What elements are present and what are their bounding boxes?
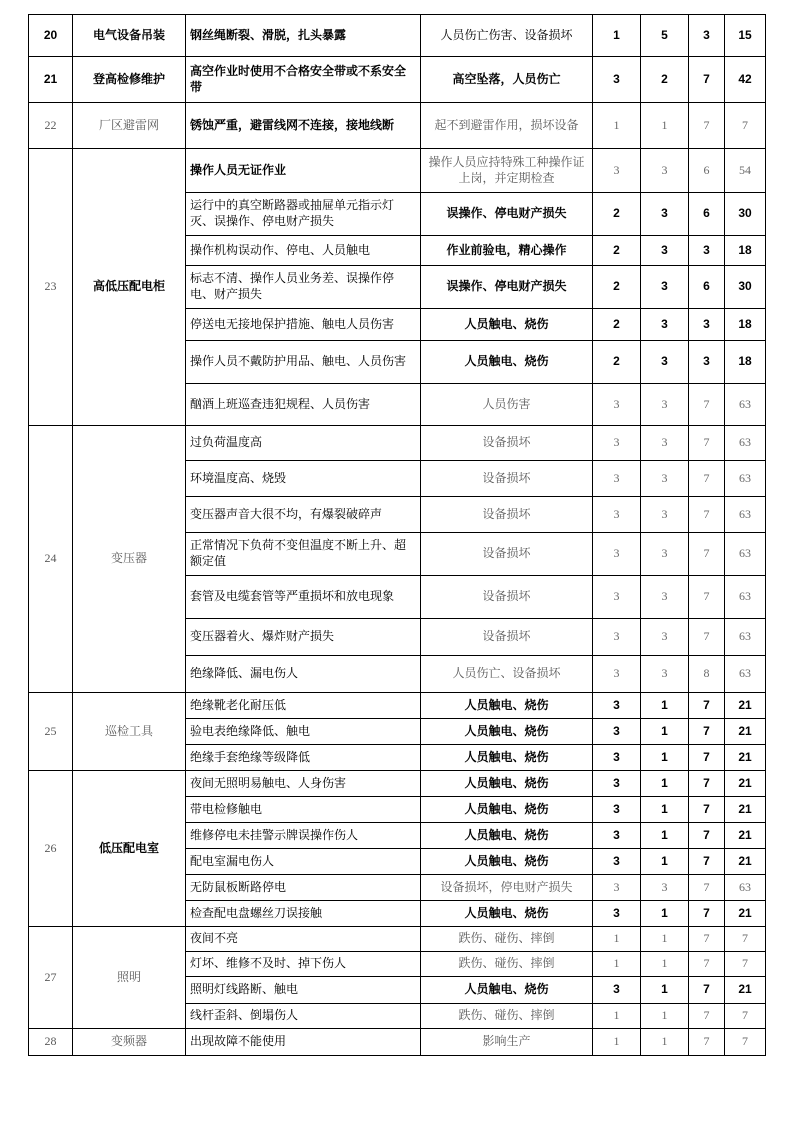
consequence-cell: 人员触电、烧伤 bbox=[421, 745, 593, 771]
row-number-cell: 22 bbox=[29, 103, 73, 149]
score-d-cell: 63 bbox=[725, 533, 766, 576]
score-d-cell: 18 bbox=[725, 341, 766, 384]
consequence-cell: 人员伤亡伤害、设备损坏 bbox=[421, 15, 593, 57]
score-c-cell: 6 bbox=[689, 149, 725, 193]
score-c-cell: 7 bbox=[689, 1004, 725, 1029]
row-number-cell: 20 bbox=[29, 15, 73, 57]
row-number-cell: 27 bbox=[29, 927, 73, 1029]
hazard-cell: 带电检修触电 bbox=[186, 797, 421, 823]
consequence-cell: 设备损坏，停电财产损失 bbox=[421, 875, 593, 901]
score-e-cell: 3 bbox=[641, 149, 689, 193]
score-c-cell: 3 bbox=[689, 309, 725, 341]
score-l-cell: 2 bbox=[593, 341, 641, 384]
score-e-cell: 3 bbox=[641, 656, 689, 693]
consequence-cell: 人员触电、烧伤 bbox=[421, 797, 593, 823]
score-e-cell: 3 bbox=[641, 266, 689, 309]
score-d-cell: 21 bbox=[725, 745, 766, 771]
equipment-name-cell: 变压器 bbox=[73, 426, 186, 693]
hazard-cell: 绝缘靴老化耐压低 bbox=[186, 693, 421, 719]
score-e-cell: 3 bbox=[641, 497, 689, 533]
hazard-cell: 绝缘降低、漏电伤人 bbox=[186, 656, 421, 693]
consequence-cell: 操作人员应持特殊工种操作证上岗，并定期检查 bbox=[421, 149, 593, 193]
hazard-cell: 配电室漏电伤人 bbox=[186, 849, 421, 875]
score-e-cell: 1 bbox=[641, 1004, 689, 1029]
score-c-cell: 6 bbox=[689, 193, 725, 236]
consequence-cell: 人员触电、烧伤 bbox=[421, 901, 593, 927]
score-e-cell: 3 bbox=[641, 384, 689, 426]
consequence-cell: 起不到避雷作用，损坏设备 bbox=[421, 103, 593, 149]
table-row bbox=[29, 149, 766, 193]
score-c-cell: 7 bbox=[689, 384, 725, 426]
score-e-cell: 3 bbox=[641, 341, 689, 384]
score-c-cell: 7 bbox=[689, 57, 725, 103]
score-d-cell: 54 bbox=[725, 149, 766, 193]
hazard-cell: 出现故障不能使用 bbox=[186, 1029, 421, 1056]
score-d-cell: 21 bbox=[725, 977, 766, 1004]
score-c-cell: 7 bbox=[689, 533, 725, 576]
table-row bbox=[29, 57, 766, 103]
score-e-cell: 1 bbox=[641, 823, 689, 849]
score-c-cell: 7 bbox=[689, 426, 725, 461]
score-l-cell: 1 bbox=[593, 1029, 641, 1056]
equipment-name-cell: 变频器 bbox=[73, 1029, 186, 1056]
score-e-cell: 1 bbox=[641, 1029, 689, 1056]
score-d-cell: 21 bbox=[725, 719, 766, 745]
consequence-cell: 设备损坏 bbox=[421, 619, 593, 656]
hazard-cell: 运行中的真空断路器或抽屉单元指示灯灭、误操作、停电财产损失 bbox=[186, 193, 421, 236]
score-l-cell: 3 bbox=[593, 619, 641, 656]
consequence-cell: 人员触电、烧伤 bbox=[421, 309, 593, 341]
score-c-cell: 7 bbox=[689, 1029, 725, 1056]
score-c-cell: 7 bbox=[689, 823, 725, 849]
score-d-cell: 63 bbox=[725, 576, 766, 619]
score-e-cell: 3 bbox=[641, 461, 689, 497]
score-d-cell: 21 bbox=[725, 901, 766, 927]
score-c-cell: 7 bbox=[689, 745, 725, 771]
score-c-cell: 7 bbox=[689, 497, 725, 533]
consequence-cell: 设备损坏 bbox=[421, 533, 593, 576]
score-c-cell: 7 bbox=[689, 719, 725, 745]
score-l-cell: 3 bbox=[593, 901, 641, 927]
score-c-cell: 7 bbox=[689, 693, 725, 719]
score-d-cell: 7 bbox=[725, 952, 766, 977]
score-l-cell: 3 bbox=[593, 384, 641, 426]
consequence-cell: 设备损坏 bbox=[421, 426, 593, 461]
score-l-cell: 3 bbox=[593, 719, 641, 745]
risk-assessment-table bbox=[28, 14, 766, 1056]
score-l-cell: 1 bbox=[593, 927, 641, 952]
consequence-cell: 人员触电、烧伤 bbox=[421, 823, 593, 849]
score-d-cell: 21 bbox=[725, 771, 766, 797]
hazard-cell: 无防鼠板断路停电 bbox=[186, 875, 421, 901]
score-e-cell: 1 bbox=[641, 797, 689, 823]
consequence-cell: 人员伤害 bbox=[421, 384, 593, 426]
table-row bbox=[29, 771, 766, 797]
score-c-cell: 7 bbox=[689, 797, 725, 823]
hazard-cell: 停送电无接地保护措施、触电人员伤害 bbox=[186, 309, 421, 341]
score-l-cell: 2 bbox=[593, 266, 641, 309]
score-d-cell: 7 bbox=[725, 927, 766, 952]
hazard-cell: 操作机构误动作、停电、人员触电 bbox=[186, 236, 421, 266]
equipment-name-cell: 厂区避雷网 bbox=[73, 103, 186, 149]
score-l-cell: 3 bbox=[593, 875, 641, 901]
row-number-cell: 21 bbox=[29, 57, 73, 103]
equipment-name-cell: 巡检工具 bbox=[73, 693, 186, 771]
score-l-cell: 1 bbox=[593, 103, 641, 149]
score-e-cell: 3 bbox=[641, 619, 689, 656]
score-e-cell: 1 bbox=[641, 952, 689, 977]
score-c-cell: 6 bbox=[689, 266, 725, 309]
consequence-cell: 设备损坏 bbox=[421, 497, 593, 533]
hazard-cell: 酗酒上班巡查违犯规程、人员伤害 bbox=[186, 384, 421, 426]
consequence-cell: 影响生产 bbox=[421, 1029, 593, 1056]
hazard-cell: 检查配电盘螺丝刀误接触 bbox=[186, 901, 421, 927]
table-row bbox=[29, 103, 766, 149]
score-l-cell: 3 bbox=[593, 745, 641, 771]
score-e-cell: 2 bbox=[641, 57, 689, 103]
score-c-cell: 7 bbox=[689, 461, 725, 497]
score-d-cell: 21 bbox=[725, 693, 766, 719]
score-l-cell: 3 bbox=[593, 849, 641, 875]
row-number-cell: 25 bbox=[29, 693, 73, 771]
hazard-cell: 套管及电缆套管等严重损坏和放电现象 bbox=[186, 576, 421, 619]
row-number-cell: 28 bbox=[29, 1029, 73, 1056]
score-d-cell: 63 bbox=[725, 656, 766, 693]
score-c-cell: 3 bbox=[689, 236, 725, 266]
consequence-cell: 作业前验电，精心操作 bbox=[421, 236, 593, 266]
hazard-cell: 夜间无照明易触电、人身伤害 bbox=[186, 771, 421, 797]
consequence-cell: 人员触电、烧伤 bbox=[421, 341, 593, 384]
score-e-cell: 3 bbox=[641, 533, 689, 576]
table-row bbox=[29, 426, 766, 461]
score-e-cell: 3 bbox=[641, 426, 689, 461]
score-c-cell: 7 bbox=[689, 619, 725, 656]
hazard-cell: 锈蚀严重，避雷线网不连接，接地线断 bbox=[186, 103, 421, 149]
score-e-cell: 3 bbox=[641, 875, 689, 901]
score-e-cell: 1 bbox=[641, 771, 689, 797]
consequence-cell: 人员触电、烧伤 bbox=[421, 693, 593, 719]
score-e-cell: 3 bbox=[641, 236, 689, 266]
score-c-cell: 3 bbox=[689, 341, 725, 384]
score-e-cell: 1 bbox=[641, 103, 689, 149]
score-l-cell: 3 bbox=[593, 533, 641, 576]
equipment-name-cell: 电气设备吊装 bbox=[73, 15, 186, 57]
score-c-cell: 7 bbox=[689, 771, 725, 797]
score-c-cell: 7 bbox=[689, 952, 725, 977]
score-d-cell: 18 bbox=[725, 236, 766, 266]
score-l-cell: 3 bbox=[593, 693, 641, 719]
score-l-cell: 1 bbox=[593, 1004, 641, 1029]
consequence-cell: 人员触电、烧伤 bbox=[421, 849, 593, 875]
score-d-cell: 42 bbox=[725, 57, 766, 103]
consequence-cell: 误操作、停电财产损失 bbox=[421, 193, 593, 236]
hazard-cell: 标志不清、操作人员业务差、误操作停电、财产损失 bbox=[186, 266, 421, 309]
equipment-name-cell: 低压配电室 bbox=[73, 771, 186, 927]
score-l-cell: 3 bbox=[593, 426, 641, 461]
score-e-cell: 1 bbox=[641, 977, 689, 1004]
hazard-cell: 夜间不亮 bbox=[186, 927, 421, 952]
score-e-cell: 3 bbox=[641, 193, 689, 236]
consequence-cell: 高空坠落，人员伤亡 bbox=[421, 57, 593, 103]
consequence-cell: 人员触电、烧伤 bbox=[421, 771, 593, 797]
hazard-cell: 变压器着火、爆炸财产损失 bbox=[186, 619, 421, 656]
score-d-cell: 18 bbox=[725, 309, 766, 341]
score-c-cell: 7 bbox=[689, 849, 725, 875]
score-l-cell: 3 bbox=[593, 576, 641, 619]
hazard-cell: 环境温度高、烧毁 bbox=[186, 461, 421, 497]
score-c-cell: 8 bbox=[689, 656, 725, 693]
row-number-cell: 23 bbox=[29, 149, 73, 426]
score-c-cell: 3 bbox=[689, 15, 725, 57]
table-row bbox=[29, 1029, 766, 1056]
row-number-cell: 24 bbox=[29, 426, 73, 693]
score-d-cell: 7 bbox=[725, 103, 766, 149]
score-e-cell: 1 bbox=[641, 927, 689, 952]
score-d-cell: 7 bbox=[725, 1029, 766, 1056]
table-row bbox=[29, 693, 766, 719]
consequence-cell: 人员触电、烧伤 bbox=[421, 977, 593, 1004]
consequence-cell: 跌伤、碰伤、摔倒 bbox=[421, 927, 593, 952]
hazard-cell: 变压器声音大很不均，有爆裂破碎声 bbox=[186, 497, 421, 533]
score-c-cell: 7 bbox=[689, 977, 725, 1004]
hazard-cell: 过负荷温度高 bbox=[186, 426, 421, 461]
score-d-cell: 63 bbox=[725, 875, 766, 901]
score-e-cell: 1 bbox=[641, 901, 689, 927]
score-l-cell: 3 bbox=[593, 977, 641, 1004]
score-l-cell: 3 bbox=[593, 656, 641, 693]
equipment-name-cell: 照明 bbox=[73, 927, 186, 1029]
score-l-cell: 3 bbox=[593, 797, 641, 823]
score-l-cell: 2 bbox=[593, 309, 641, 341]
score-l-cell: 3 bbox=[593, 461, 641, 497]
score-d-cell: 15 bbox=[725, 15, 766, 57]
hazard-cell: 正常情况下负荷不变但温度不断上升、超额定值 bbox=[186, 533, 421, 576]
score-d-cell: 63 bbox=[725, 619, 766, 656]
hazard-cell: 照明灯线路断、触电 bbox=[186, 977, 421, 1004]
hazard-cell: 高空作业时使用不合格安全带或不系安全带 bbox=[186, 57, 421, 103]
score-l-cell: 3 bbox=[593, 57, 641, 103]
table-row bbox=[29, 15, 766, 57]
score-d-cell: 63 bbox=[725, 384, 766, 426]
score-d-cell: 21 bbox=[725, 823, 766, 849]
score-c-cell: 7 bbox=[689, 576, 725, 619]
score-e-cell: 1 bbox=[641, 849, 689, 875]
hazard-cell: 维修停电未挂警示牌误操作伤人 bbox=[186, 823, 421, 849]
score-e-cell: 1 bbox=[641, 693, 689, 719]
score-d-cell: 21 bbox=[725, 849, 766, 875]
hazard-cell: 验电表绝缘降低、触电 bbox=[186, 719, 421, 745]
hazard-cell: 操作人员无证作业 bbox=[186, 149, 421, 193]
hazard-cell: 钢丝绳断裂、滑脱，扎头暴露 bbox=[186, 15, 421, 57]
score-d-cell: 63 bbox=[725, 426, 766, 461]
consequence-cell: 人员触电、烧伤 bbox=[421, 719, 593, 745]
consequence-cell: 设备损坏 bbox=[421, 576, 593, 619]
score-c-cell: 7 bbox=[689, 901, 725, 927]
table-row bbox=[29, 927, 766, 952]
score-l-cell: 1 bbox=[593, 15, 641, 57]
score-l-cell: 2 bbox=[593, 236, 641, 266]
equipment-name-cell: 高低压配电柜 bbox=[73, 149, 186, 426]
score-c-cell: 7 bbox=[689, 103, 725, 149]
row-number-cell: 26 bbox=[29, 771, 73, 927]
score-e-cell: 1 bbox=[641, 745, 689, 771]
hazard-cell: 线杆歪斜、倒塌伤人 bbox=[186, 1004, 421, 1029]
score-d-cell: 21 bbox=[725, 797, 766, 823]
table-body bbox=[29, 15, 766, 1056]
equipment-name-cell: 登高检修维护 bbox=[73, 57, 186, 103]
score-l-cell: 2 bbox=[593, 193, 641, 236]
score-d-cell: 7 bbox=[725, 1004, 766, 1029]
score-l-cell: 3 bbox=[593, 149, 641, 193]
score-d-cell: 63 bbox=[725, 497, 766, 533]
score-l-cell: 1 bbox=[593, 952, 641, 977]
consequence-cell: 人员伤亡、设备损坏 bbox=[421, 656, 593, 693]
score-l-cell: 3 bbox=[593, 823, 641, 849]
score-l-cell: 3 bbox=[593, 771, 641, 797]
consequence-cell: 跌伤、碰伤、摔倒 bbox=[421, 1004, 593, 1029]
score-e-cell: 1 bbox=[641, 719, 689, 745]
consequence-cell: 设备损坏 bbox=[421, 461, 593, 497]
score-c-cell: 7 bbox=[689, 875, 725, 901]
score-e-cell: 5 bbox=[641, 15, 689, 57]
score-c-cell: 7 bbox=[689, 927, 725, 952]
score-d-cell: 30 bbox=[725, 193, 766, 236]
hazard-cell: 操作人员不戴防护用品、触电、人员伤害 bbox=[186, 341, 421, 384]
score-d-cell: 30 bbox=[725, 266, 766, 309]
consequence-cell: 跌伤、碰伤、摔倒 bbox=[421, 952, 593, 977]
score-d-cell: 63 bbox=[725, 461, 766, 497]
hazard-cell: 绝缘手套绝缘等级降低 bbox=[186, 745, 421, 771]
hazard-cell: 灯坏、维修不及时、掉下伤人 bbox=[186, 952, 421, 977]
score-e-cell: 3 bbox=[641, 576, 689, 619]
consequence-cell: 误操作、停电财产损失 bbox=[421, 266, 593, 309]
score-e-cell: 3 bbox=[641, 309, 689, 341]
score-l-cell: 3 bbox=[593, 497, 641, 533]
